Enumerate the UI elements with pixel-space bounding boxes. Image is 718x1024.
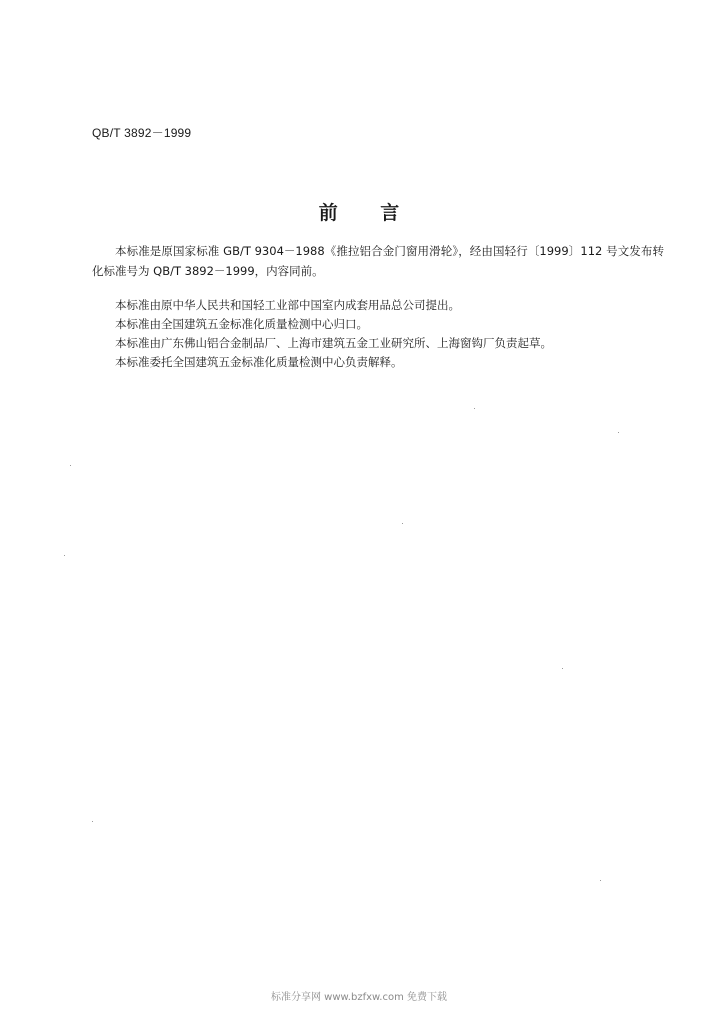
paragraph: 本标准委托全国建筑五金标准化质量检测中心负责解释。	[115, 355, 403, 369]
scan-speck	[402, 523, 403, 524]
paragraph: 本标准是原国家标准 GB/T 9304－1988《推拉铝合金门窗用滑轮》，经由国轻行〔1999〕112 号文发布转化标准号为 QB/T 3892－1999，内容同前。	[92, 244, 664, 278]
info-paragraph-block	[92, 296, 664, 372]
paragraph: 本标准由广东佛山铝合金制品厂、上海市建筑五金工业研究所、上海窗钩厂负责起草。	[115, 336, 552, 350]
page-title: 前 言	[318, 202, 418, 224]
main-paragraph-block	[92, 241, 664, 281]
scan-speck	[92, 821, 93, 822]
scan-speck	[618, 432, 619, 433]
scan-speck	[64, 555, 65, 556]
scan-speck	[70, 465, 71, 466]
scan-speck	[600, 880, 601, 881]
paragraph: 本标准由原中华人民共和国轻工业部中国室内成套用品总公司提出。	[115, 298, 460, 312]
footer-watermark: 标准分享网 www.bzfxw.com 免费下载	[271, 992, 447, 1003]
scan-speck	[474, 408, 475, 409]
scan-speck	[562, 668, 563, 669]
paragraph: 本标准由全国建筑五金标准化质量检测中心归口。	[115, 317, 368, 331]
standard-code: QB/T 3892－1999	[92, 126, 192, 140]
